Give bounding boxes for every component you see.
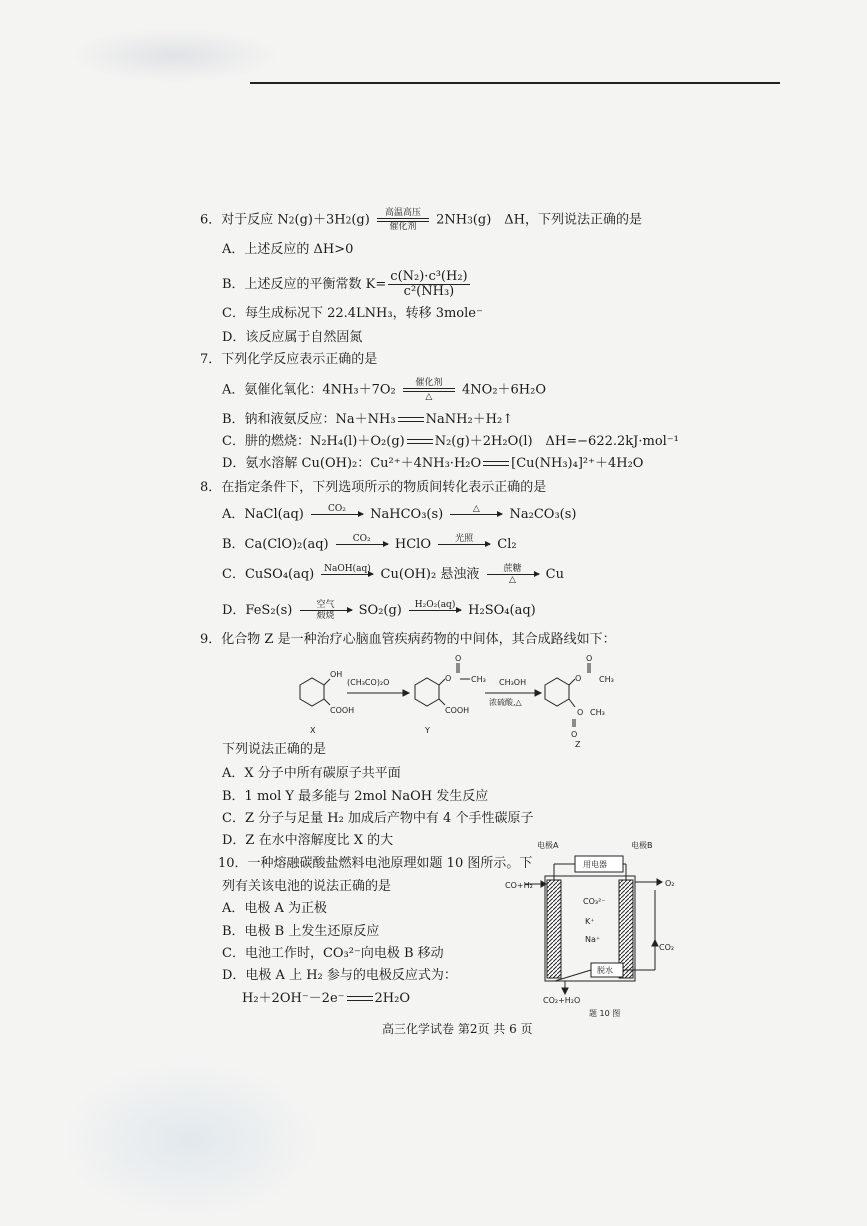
q10-option-b: B．电极 B 上发生还原反应 [222,924,380,939]
label-y: Y [425,726,430,735]
synthesis-scheme [285,655,625,750]
q6-option-c: C．每生成标况下 22.4LNH₃，转移 3mole⁻ [222,306,483,321]
q6-option-a: A．上述反应的 ΔH>0 [222,242,354,257]
reagent-2-bottom: 浓硫酸,△ [489,698,522,707]
q7-option-a: A．氨催化氧化：4NH₃＋7O₂ 催化剂 △ 4NO₂＋6H₂O [222,378,547,402]
q6-stem: 6．对于反应 N2(g)＋3H2(g) 高温高压 催化剂 2NH3(g) ΔH，下列说法正确的是 [200,208,642,232]
label-x: X [310,726,316,735]
label-z: Z [575,740,581,749]
ion-potassium: K⁺ [585,917,595,926]
co2-label: CO₂ [659,943,675,952]
device-label: 用电器 [583,860,607,869]
q8-option-c: C．CuSO₄(aq) NaOH(aq) Cu(OH)₂ 悬浊液 蔗糖 △ Cu [222,564,564,585]
outlet-label: CO₂+H₂O [543,996,581,1005]
y-carbonyl-o: O [455,655,462,663]
q10-stem-1: 10．一种熔融碳酸盐燃料电池原理如题 10 图所示。下 [218,856,533,871]
figure-caption: 题 10 图 [589,1009,621,1018]
dewater-label: 脱水 [597,966,613,975]
y-ch3-label: CH₃ [471,675,486,684]
q9-option-a: A．X 分子中所有碳原子共平面 [222,766,401,781]
q6-option-b: B．上述反应的平衡常数 K= $\frac{\text{c(N₂)·c³(H₂)}}{\text{c²(NH₃)}}$ [222,269,468,299]
q9-option-d: D．Z 在水中溶解度比 X 的大 [222,833,394,848]
q10-option-a: A．电极 A 为正极 [222,901,328,916]
ion-sodium: Na⁺ [585,935,601,944]
fuel-cell-diagram [505,838,690,1018]
z-ch3-top: CH₃ [599,675,614,684]
q10-option-c: C．电池工作时，CO₃²⁻向电极 B 移动 [222,946,444,961]
q9-option-b: B．1 mol Y 最多能与 2mol NaOH 发生反应 [222,789,489,804]
q6-option-d: D．该反应属于自然固氮 [222,330,363,345]
q7-option-d: D．氨水溶解 Cu(OH)₂：Cu²⁺＋4NH₃·H₂O [Cu(NH₃)₄]²⁺＋4H₂O [222,456,644,471]
y-o-label: O [445,674,452,683]
o2-label: O₂ [665,879,675,888]
q6-arrow: 高温高压 催化剂 [377,208,429,232]
q8-option-d: D．FeS₂(s) 空气 煅烧 SO₂(g) H₂O₂(aq) H₂SO₄(aq) [222,600,536,621]
ion-carbonate: CO₃²⁻ [583,897,606,906]
q7-stem: 7．下列化学反应表示正确的是 [200,352,378,367]
inlet-label: CO+H₂ [505,881,533,890]
z-carbonyl-o-top: O [586,655,593,663]
electrode-a-label: 电极A [537,841,559,850]
page-footer: 高三化学试卷 第2页 共 6 页 [382,1022,533,1036]
q10-stem-2: 列有关该电池的说法正确的是 [222,879,392,894]
reagent-1: (CH₃CO)₂O [347,678,390,687]
x-cooh-label: COOH [330,706,355,715]
z-o-label: O [575,674,582,683]
q9-lead: 下列说法正确的是 [222,742,327,757]
reagent-2-top: CH₃OH [499,678,527,687]
q9-option-c: C．Z 分子与足量 H₂ 加成后产物中有 4 个手性碳原子 [222,811,534,826]
q9-stem: 9．化合物 Z 是一种治疗心脑血管疾病药物的中间体，其合成路线如下： [200,632,616,647]
x-oh-label: OH [330,670,343,679]
q8-option-a: A．NaCl(aq) CO₂ NaHCO₃(s) △ Na₂CO₃(s) [222,504,577,522]
z-o-ester: O [577,708,584,717]
q7-option-b: B．钠和液氨反应：Na＋NH₃ NaNH₂＋H₂↑ [222,412,514,427]
q8-option-b: B．Ca(ClO)₂(aq) CO₂ HClO 光照 Cl₂ [222,534,517,552]
q10-option-d: D．电极 A 上 H₂ 参与的电极反应式为： [222,968,457,983]
q8-stem: 8．在指定条件下，下列选项所示的物质间转化表示正确的是 [200,480,547,495]
electrode-b-label: 电极B [631,841,653,850]
q7-option-c: C．肼的燃烧：N₂H₄(l)＋O₂(g) N₂(g)＋2H₂O(l) ΔH=−622.2kJ·mol⁻¹ [222,434,679,449]
z-carbonyl-o-bottom: O [571,730,578,739]
y-cooh-label: COOH [445,706,470,715]
q10-option-d-equation: H₂＋2OH⁻－2e⁻ 2H₂O [242,991,410,1006]
z-ch3-bottom: CH₃ [590,708,605,717]
